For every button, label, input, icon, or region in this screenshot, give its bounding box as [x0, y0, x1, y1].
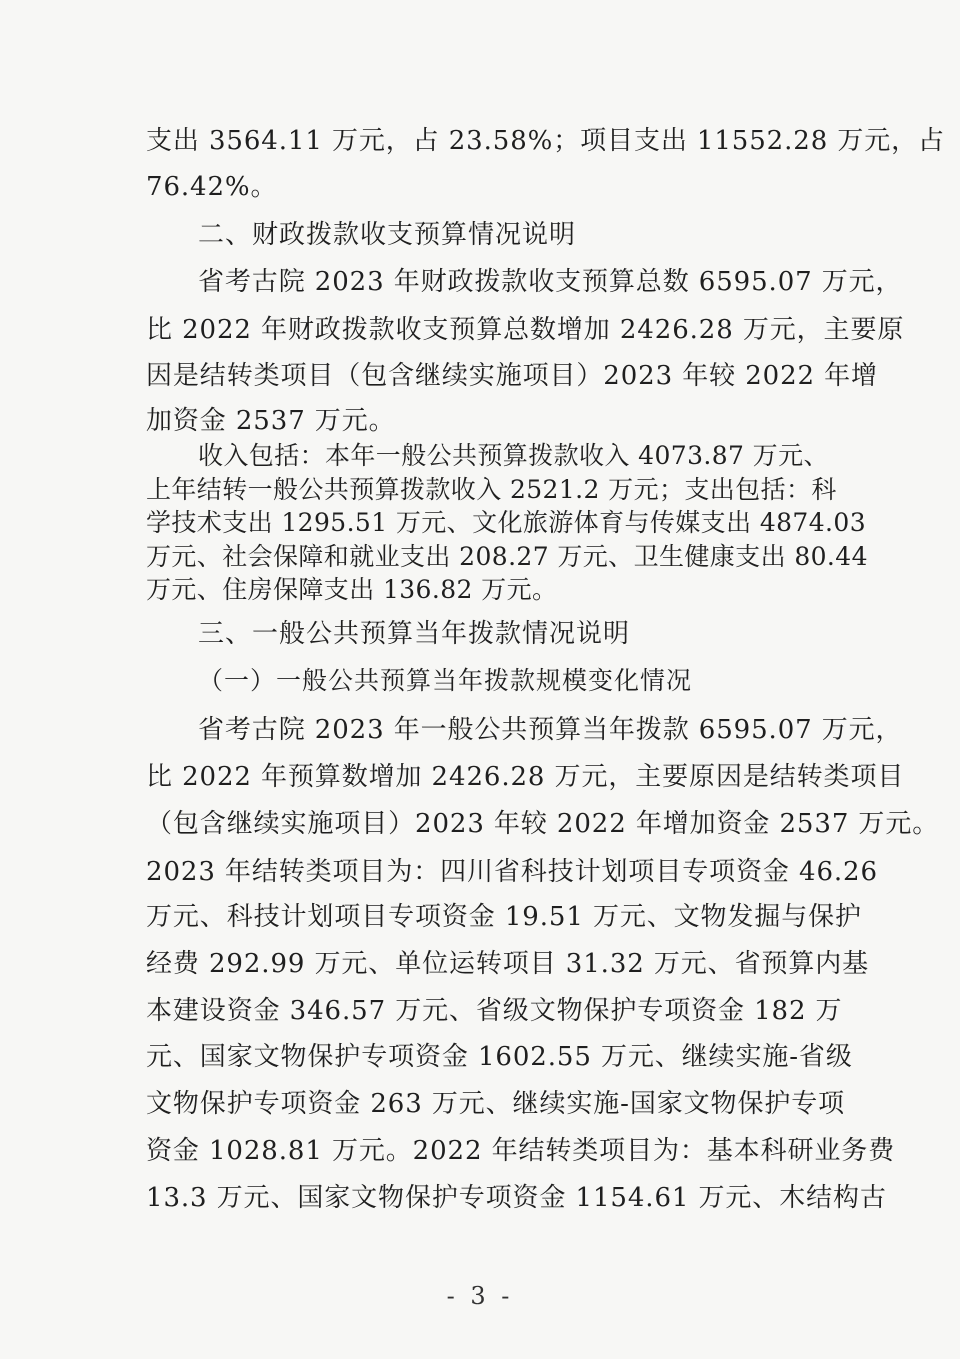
- section-heading: 三、一般公共预算当年拨款情况说明: [198, 619, 631, 649]
- paragraph-line: 上年结转一般公共预算拨款收入 2521.2 万元；支出包括：科: [146, 475, 837, 504]
- paragraph-line: 本建设资金 346.57 万元、省级文物保护专项资金 182 万: [146, 996, 843, 1026]
- paragraph-line: 比 2022 年财政拨款收支预算总数增加 2426.28 万元，主要原: [146, 315, 905, 345]
- paragraph-line: 收入包括：本年一般公共预算拨款收入 4073.87 万元、: [198, 441, 829, 470]
- paragraph-line: 支出 3564.11 万元，占 23.58%；项目支出 11552.28 万元，占: [146, 126, 945, 156]
- paragraph-line: （包含继续实施项目）2023 年较 2022 年增加资金 2537 万元。: [146, 809, 940, 839]
- paragraph-line: 文物保护专项资金 263 万元、继续实施-国家文物保护专项: [146, 1089, 846, 1119]
- paragraph-line: 省考古院 2023 年财政拨款收支预算总数 6595.07 万元，: [198, 267, 903, 297]
- paragraph-line: 元、国家文物保护专项资金 1602.55 万元、继续实施-省级: [146, 1042, 853, 1072]
- section-heading: 二、财政拨款收支预算情况说明: [198, 220, 577, 250]
- subsection-heading: （一）一般公共预算当年拨款规模变化情况: [198, 666, 693, 695]
- paragraph-line: 万元、社会保障和就业支出 208.27 万元、卫生健康支出 80.44: [146, 542, 868, 571]
- paragraph-line: 万元、住房保障支出 136.82 万元。: [146, 575, 558, 604]
- paragraph-line: 2023 年结转类项目为：四川省科技计划项目专项资金 46.26: [146, 857, 878, 887]
- paragraph-line: 76.42%。: [146, 172, 278, 202]
- paragraph-line: 经费 292.99 万元、单位运转项目 31.32 万元、省预算内基: [146, 949, 870, 979]
- page-number: - 3 -: [446, 1282, 514, 1310]
- paragraph-line: 13.3 万元、国家文物保护专项资金 1154.61 万元、木结构古: [146, 1183, 887, 1213]
- paragraph-line: 比 2022 年预算数增加 2426.28 万元，主要原因是结转类项目: [146, 762, 905, 792]
- paragraph-line: 加资金 2537 万元。: [146, 406, 396, 436]
- paragraph-line: 因是结转类项目（包含继续实施项目）2023 年较 2022 年增: [146, 361, 878, 391]
- paragraph-line: 学技术支出 1295.51 万元、文化旅游体育与传媒支出 4874.03: [146, 508, 867, 537]
- paragraph-line: 资金 1028.81 万元。2022 年结转类项目为：基本科研业务费: [146, 1136, 896, 1166]
- paragraph-line: 万元、科技计划项目专项资金 19.51 万元、文物发掘与保护: [146, 902, 862, 932]
- paragraph-line: 省考古院 2023 年一般公共预算当年拨款 6595.07 万元，: [198, 715, 903, 745]
